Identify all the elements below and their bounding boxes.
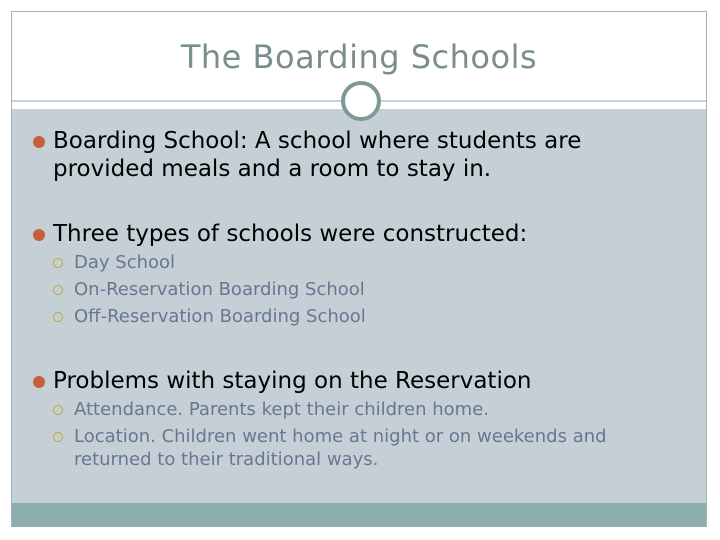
sub-bullet-text: Location. Children went home at night or on weekends and returned to their traditional ways. — [74, 426, 607, 470]
sub-bullet-ring-icon — [53, 285, 63, 295]
slide-title: The Boarding Schools — [180, 38, 538, 76]
bullet-text: Boarding School: A school where students are provided meals and a room to stay in. — [53, 128, 582, 182]
bullet-dot-icon — [33, 136, 45, 148]
sub-bullet-text: Attendance. Parents kept their children home. — [74, 399, 490, 420]
bullet-text: Problems with staying on the Reservation — [53, 368, 532, 394]
sub-bullet-text: On-Reservation Boarding School — [74, 279, 365, 300]
sub-bullet-ring-icon — [53, 405, 63, 415]
sub-bullet-ring-icon — [53, 312, 63, 322]
title-circle-ornament — [341, 81, 381, 121]
sub-bullet-ring-icon — [53, 432, 63, 442]
bullet-dot-icon — [33, 376, 45, 388]
bullet-dot-icon — [33, 229, 45, 241]
footer-bar — [12, 503, 706, 527]
bullet-text: Three types of schools were constructed: — [53, 221, 528, 247]
sub-bullet-text: Off-Reservation Boarding School — [74, 306, 366, 327]
sub-bullet-ring-icon — [53, 258, 63, 268]
content-area — [12, 109, 706, 503]
sub-bullet-text: Day School — [74, 252, 176, 273]
